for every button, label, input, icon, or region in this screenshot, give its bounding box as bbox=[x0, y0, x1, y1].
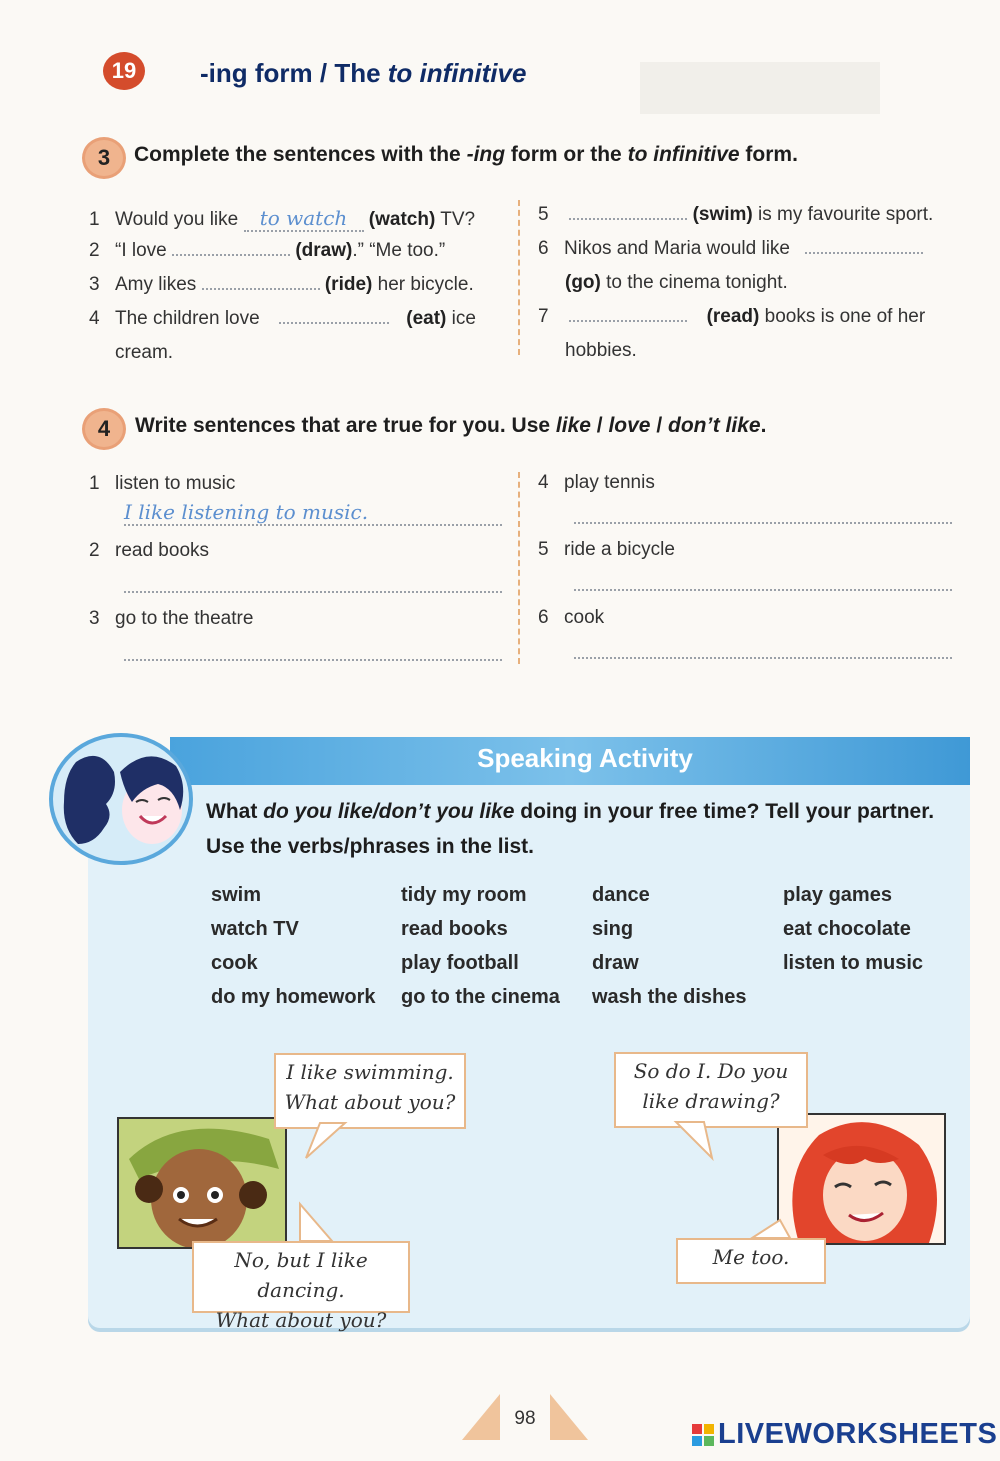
speech-bubble: No, but I like dancing. What about you? bbox=[192, 1241, 410, 1313]
ex3-item-1: 1 Would you like to watch (watch) TV? bbox=[89, 206, 476, 230]
speaking-question: What do you like/don’t you like doing in your free time? Tell your partner. Use the verbs/phrases in the list. bbox=[206, 800, 935, 858]
exercise-4-badge: 4 bbox=[82, 408, 126, 450]
ex3-item-3: 3 Amy likes (ride) her bicycle. bbox=[89, 274, 474, 295]
word-item: do my homework bbox=[211, 986, 376, 1008]
unit-number-badge: 19 bbox=[103, 52, 145, 90]
ex4-item-3: 3 go to the theatre bbox=[89, 608, 254, 629]
unit-title: -ing form / The to infinitive bbox=[200, 58, 527, 88]
speech-bubble: Me too. bbox=[676, 1238, 826, 1284]
word-item: sing bbox=[592, 918, 634, 940]
ex4-item-1: 1 listen to music bbox=[89, 473, 236, 494]
word-item: wash the dishes bbox=[592, 986, 747, 1008]
speaking-activity-title: Speaking Activity bbox=[477, 743, 693, 773]
ex3-item-6-cont: (go) to the cinema tonight. bbox=[565, 272, 788, 293]
ex3-item-7: 7 (read) books is one of her bbox=[538, 306, 926, 327]
word-item: swim bbox=[211, 884, 262, 906]
answer-field-1[interactable]: to watch bbox=[244, 206, 364, 232]
ex4-answer-1[interactable]: I like listening to music. bbox=[124, 500, 502, 526]
ex4-item-6: 6 cook bbox=[538, 607, 605, 628]
word-item: cook bbox=[211, 952, 258, 974]
word-item: tidy my room bbox=[401, 884, 527, 906]
ex4-item-2: 2 read books bbox=[89, 540, 210, 561]
liveworksheets-logo-icon bbox=[692, 1424, 714, 1446]
word-item: listen to music bbox=[783, 952, 924, 974]
word-item: dance bbox=[592, 884, 650, 906]
ex3-item-2: 2 “I love (draw).” “Me too.” bbox=[89, 240, 446, 261]
ex3-item-4-cont: cream. bbox=[115, 342, 174, 363]
word-item: play football bbox=[401, 952, 519, 974]
word-item: go to the cinema bbox=[401, 986, 560, 1008]
ex4-item-4: 4 play tennis bbox=[538, 472, 655, 493]
ex3-item-6: 6 Nikos and Maria would like bbox=[538, 238, 923, 260]
exercise-3-badge: 3 bbox=[82, 137, 126, 179]
ex3-item-7-cont: hobbies. bbox=[565, 340, 637, 361]
ex3-item-5: 5 (swim) is my favourite sport. bbox=[538, 204, 934, 225]
word-item: draw bbox=[592, 952, 639, 974]
word-item: watch TV bbox=[211, 918, 299, 940]
speech-bubble: So do I. Do you like drawing? bbox=[614, 1052, 808, 1128]
ex3-item-4: 4 The children love (eat) ice bbox=[89, 308, 476, 329]
ex4-item-5: 5 ride a bicycle bbox=[538, 539, 675, 560]
page-number: 98 bbox=[514, 1408, 536, 1429]
word-item: read books bbox=[401, 918, 508, 940]
exercise-4-title: Write sentences that are true for you. Use like / love / don’t like. bbox=[135, 414, 767, 437]
word-item: eat chocolate bbox=[783, 918, 911, 940]
word-item: play games bbox=[783, 884, 892, 906]
speech-bubble: I like swimming. What about you? bbox=[274, 1053, 466, 1129]
liveworksheets-brand: LIVEWORKSHEETS bbox=[718, 1418, 998, 1450]
exercise-3-title: Complete the sentences with the -ing form or the to infinitive form. bbox=[134, 143, 798, 166]
